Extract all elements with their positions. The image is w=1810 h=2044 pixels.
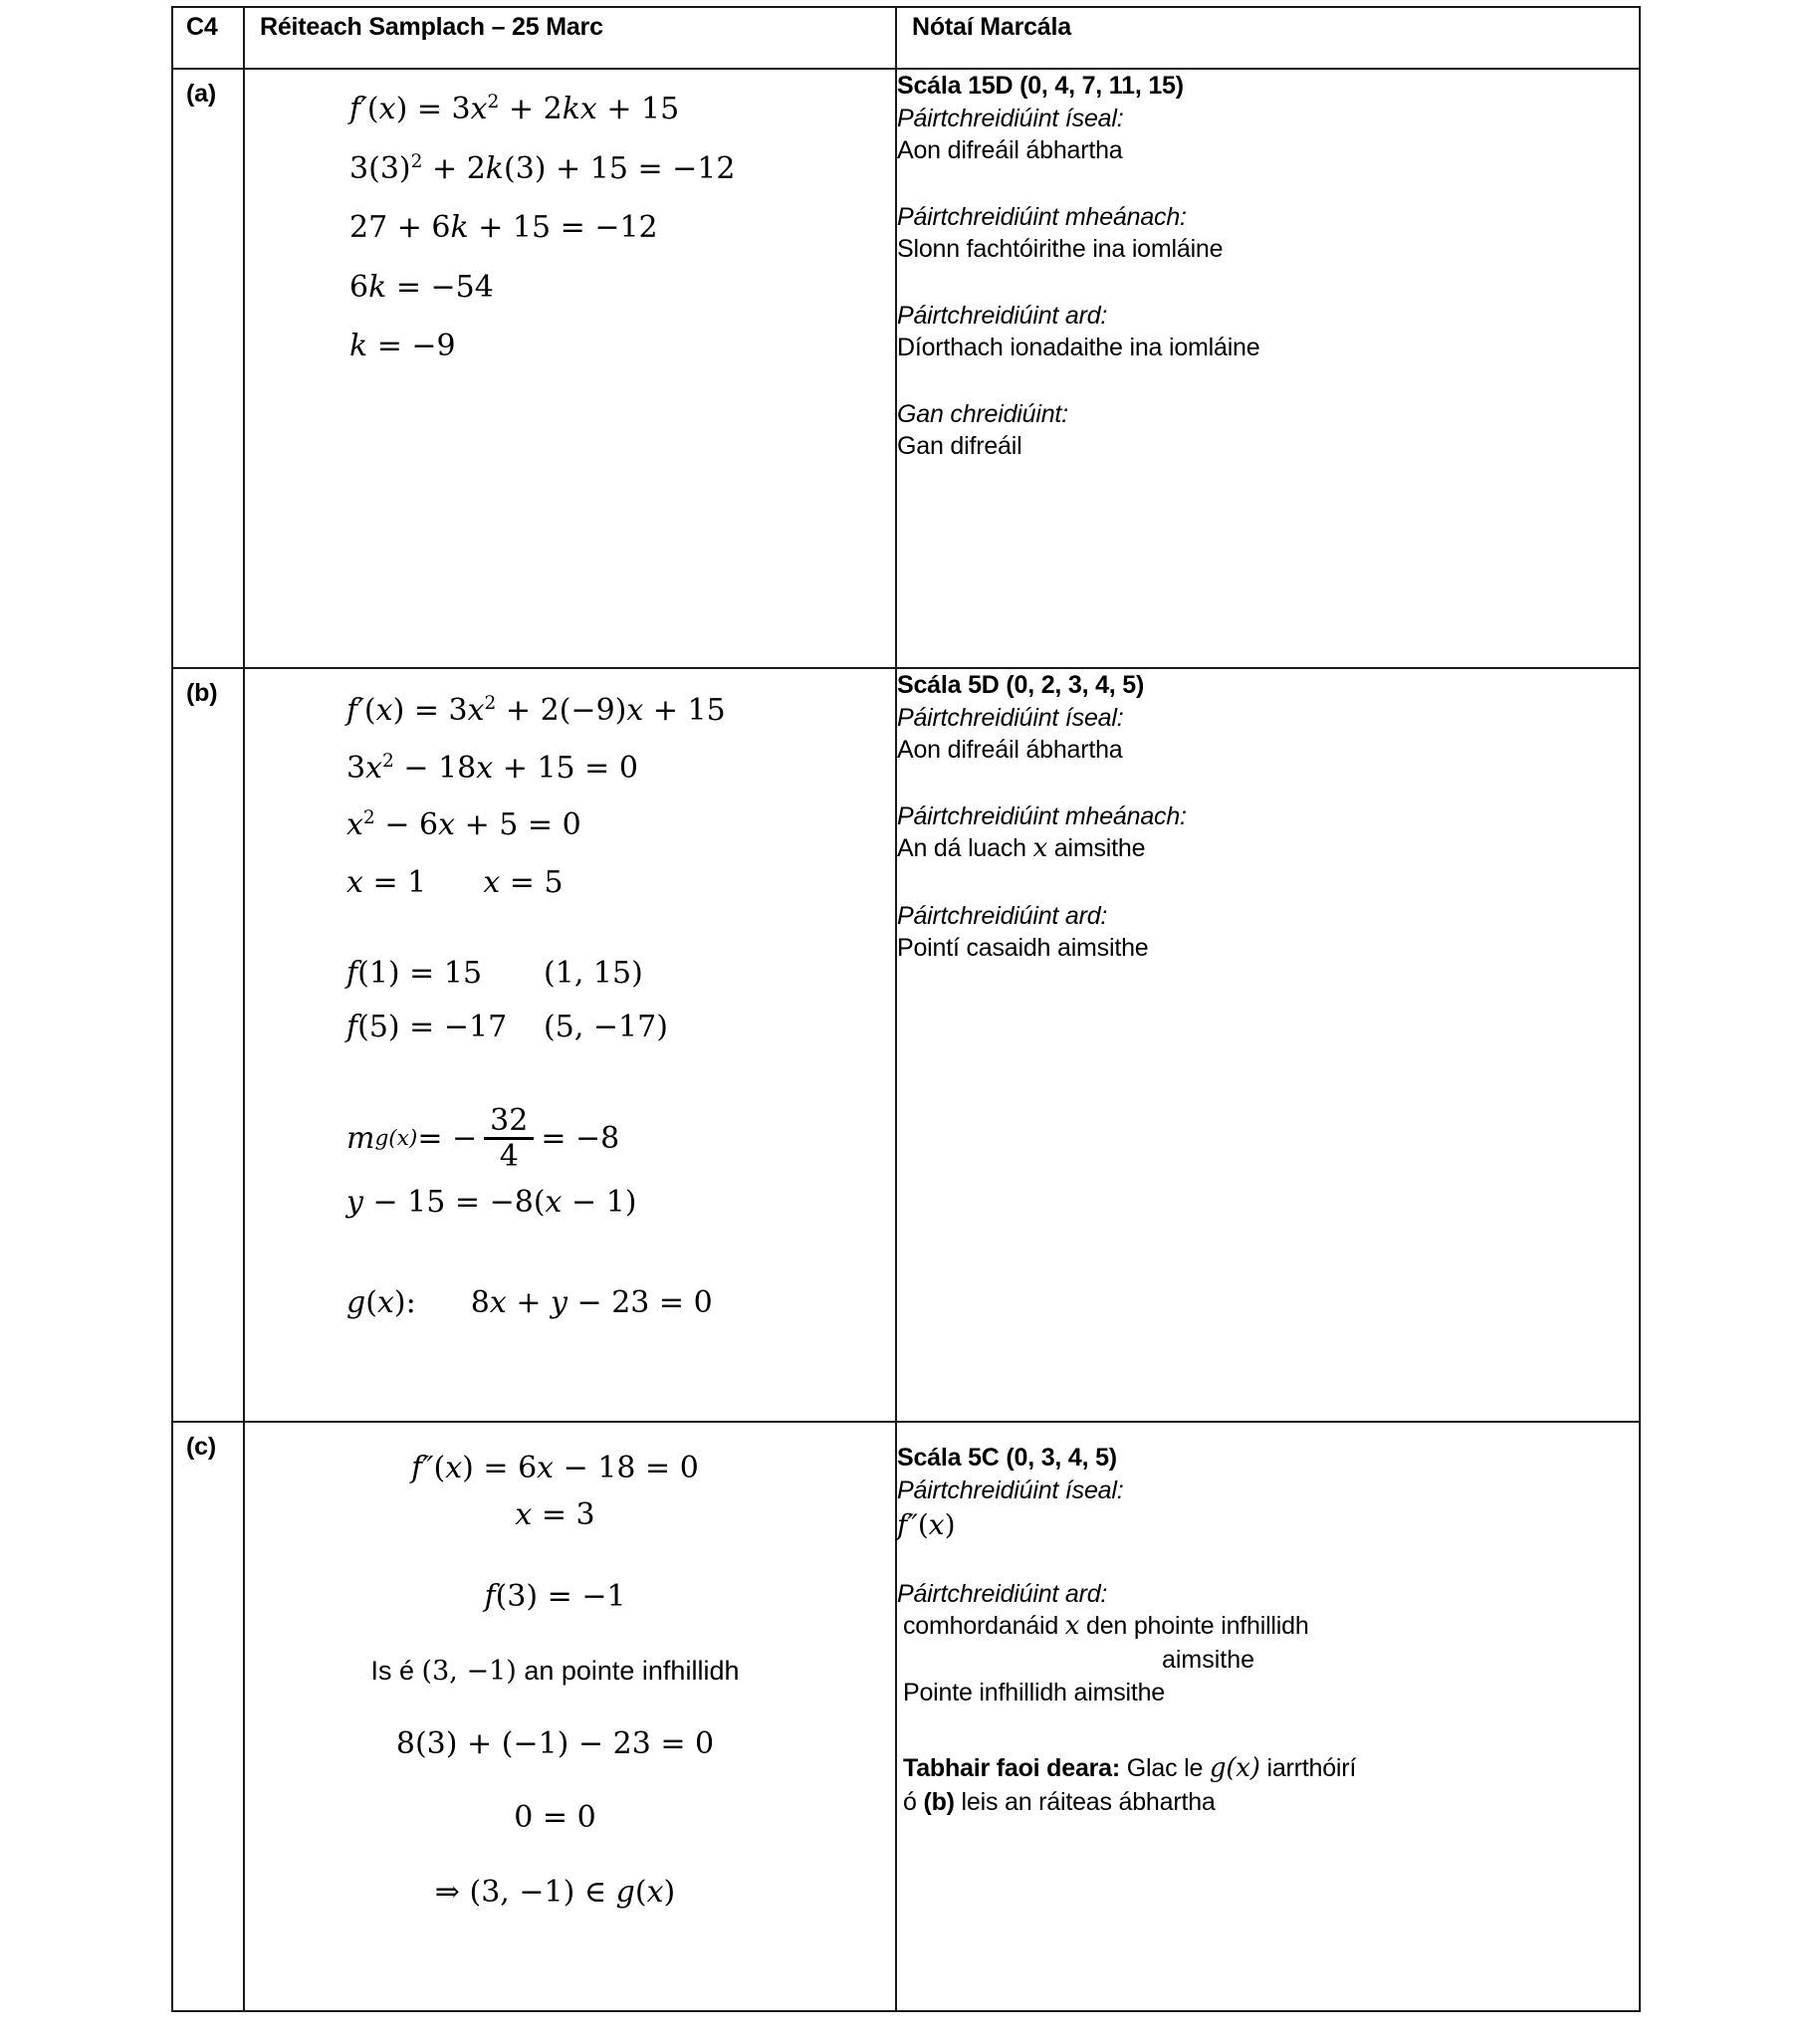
- spacer: [897, 866, 1639, 900]
- solution-column-title: Réiteach Samplach – 25 Marc: [260, 13, 603, 41]
- criterion-body: Pointí casaidh aimsithe: [897, 934, 1149, 963]
- criterion-heading: Páirtchreidiúint íseal:: [897, 1476, 1124, 1504]
- criterion-heading: Páirtchreidiúint mheánach:: [897, 202, 1187, 231]
- equation-line: [346, 950, 895, 999]
- criterion-body: Aon difreáil ábhartha: [897, 136, 1123, 164]
- special-note-label: Tabhair faoi deara:: [903, 1754, 1121, 1783]
- equation-line: $f'(x) = 3x^2 + 2kx + 15$: [349, 92, 680, 126]
- math-variable: x: [1064, 1611, 1080, 1642]
- notes-cell-a: [896, 69, 1640, 668]
- criterion-heading: Páirtchreidiúint mheánach:: [897, 801, 1187, 830]
- scale-heading: Scála 15D (0, 4, 7, 11, 15): [897, 72, 1184, 100]
- header-cell-solution: [244, 7, 896, 69]
- spacer: [897, 364, 1639, 398]
- equation-line: y − 15 = −8(x − 1): [346, 1184, 637, 1220]
- header-cell-question-code: [172, 7, 244, 69]
- spacer: [245, 1622, 865, 1656]
- spacer: [897, 266, 1639, 300]
- question-code-label: C4: [186, 13, 218, 41]
- equation-rhs: (1, 15): [544, 956, 643, 992]
- equation-line: 8(3) + (−1) − 23 = 0: [395, 1725, 715, 1761]
- spacer: [897, 167, 1639, 201]
- criterion-heading: Páirtchreidiúint íseal:: [897, 703, 1124, 732]
- equation-lhs: f(5) = −17: [346, 1009, 508, 1044]
- criterion-heading: Páirtchreidiúint ard:: [897, 901, 1108, 930]
- spacer: [897, 1708, 1639, 1752]
- spacer: [245, 1539, 865, 1573]
- criterion-body: Díorthach ionadaithe ina iomláine: [897, 334, 1260, 361]
- equation-line: x = 3: [515, 1496, 595, 1532]
- criterion-body: Aon difreáil ábhartha: [897, 736, 1123, 764]
- spacer: [245, 1768, 865, 1794]
- part-label-b: (b): [186, 679, 218, 707]
- criterion-body-pre: An dá luach: [897, 834, 1033, 862]
- criterion-heading: Páirtchreidiúint ard:: [897, 301, 1108, 330]
- criterion-body: [897, 832, 1639, 866]
- notes-cell-c: [896, 1422, 1640, 2011]
- equation-rhs: (5, −17): [544, 1009, 668, 1044]
- conclusion-pre: Is é: [370, 1655, 422, 1686]
- table-row-part-c: [172, 1422, 1640, 2011]
- part-label-cell-c: [172, 1422, 244, 2011]
- equation-line: ⇒ (3, −1) ∈ g(x): [434, 1874, 676, 1910]
- criterion-body-post: den phointe infhillidh: [1079, 1612, 1309, 1641]
- scale-heading: Scála 5D (0, 2, 3, 4, 5): [897, 671, 1145, 699]
- scale-heading: Scála 5C (0, 3, 4, 5): [897, 1444, 1117, 1472]
- header-cell-notes: [896, 7, 1640, 69]
- notes-column-title: Nótaí Marcála: [912, 13, 1071, 41]
- equation-line: 6k = −54: [349, 269, 494, 305]
- special-note-part-ref: (b): [923, 1787, 955, 1816]
- special-note-line2-post: leis an ráiteas ábhartha: [954, 1787, 1216, 1816]
- spacer: [897, 1423, 1639, 1442]
- spacer: [346, 916, 895, 950]
- equation-line: $3x^2 - 18x + 15 = 0$: [346, 750, 638, 786]
- criterion-body-pre: comhordanáid: [903, 1612, 1065, 1641]
- spacer: [346, 1061, 895, 1105]
- special-note-line2-pre: ó: [903, 1787, 924, 1816]
- working-cell-c: [244, 1422, 896, 2011]
- special-note: [897, 1752, 1639, 1786]
- equation-line: f(3) = −1: [484, 1579, 626, 1615]
- fraction-denominator: 4: [499, 1139, 519, 1175]
- spacer: [245, 1687, 865, 1720]
- fraction-numerator: 32: [490, 1102, 529, 1138]
- criterion-body-continuation: aimsithe: [1161, 1646, 1255, 1675]
- equation-block-b: [245, 669, 895, 1328]
- notes-cell-b: [896, 668, 1640, 1422]
- equation-line: 0 = 0: [514, 1800, 596, 1836]
- spacer: [346, 1236, 895, 1279]
- equation-line: $3(3)^2 + 2k(3) + 15 = -12$: [349, 150, 736, 186]
- criterion-heading: Gan chreidiúint:: [897, 399, 1068, 428]
- fraction: [484, 1102, 534, 1175]
- special-note-pre: Glac le: [1120, 1754, 1210, 1783]
- working-cell-a: [244, 69, 896, 668]
- equation-line: f″(x) = 6x − 18 = 0: [411, 1451, 699, 1485]
- table-header-row: [172, 7, 1640, 69]
- criterion-body: Pointe infhillidh aimsithe: [903, 1678, 1166, 1706]
- criterion-heading: Páirtchreidiúint íseal:: [897, 104, 1124, 132]
- equation-line: g(x): 8x + y − 23 = 0: [346, 1285, 713, 1321]
- inflection-point-coords: (3, −1): [421, 1655, 517, 1687]
- equation-line-slope: m g(x) = − $\frac{32}{4}$ = −8: [346, 1102, 620, 1175]
- part-label-cell-b: [172, 668, 244, 1422]
- criterion-body: Gan difreáil: [897, 432, 1022, 460]
- conclusion-post: an pointe infhillidh: [516, 1655, 740, 1686]
- part-label-c: (c): [186, 1433, 216, 1461]
- part-label-cell-a: [172, 69, 244, 668]
- special-note-post: iarrthóirí: [1259, 1754, 1357, 1783]
- equation-line: 27 + 6k + 15 = −12: [349, 210, 658, 246]
- equation-line: x = 1 x = 5: [346, 864, 564, 900]
- working-cell-b: [244, 668, 896, 1422]
- equation-line: k = −9: [349, 329, 456, 364]
- spacer: [897, 1544, 1639, 1578]
- criterion-body: Slonn fachtóirithe ina iomláine: [897, 235, 1224, 263]
- equation-line: [346, 1004, 895, 1052]
- equation-line: $x^2 - 6x + 5 = 0$: [346, 807, 581, 843]
- equation-lhs: f(1) = 15: [346, 956, 483, 992]
- table-row-part-b: [172, 668, 1640, 1422]
- second-derivative-notation: f″(x): [897, 1508, 956, 1541]
- criterion-body-post: aimsithe: [1047, 834, 1146, 862]
- equation-line: $f'(x) = 3x^2 + 2(-9)x + 15$: [346, 693, 726, 728]
- criterion-heading: Páirtchreidiúint ard:: [897, 1579, 1108, 1608]
- equation-block-a: [245, 70, 895, 371]
- marking-scheme-table: [171, 6, 1641, 2012]
- spacer: [245, 1843, 865, 1869]
- conclusion-line: [245, 1656, 865, 1687]
- special-note-line2: [897, 1786, 1639, 1819]
- part-label-a: (a): [186, 80, 216, 108]
- math-variable: x: [1032, 833, 1048, 863]
- table-row-part-a: [172, 69, 1640, 668]
- criterion-body: [897, 1610, 1639, 1644]
- math-function-g: g(x): [1209, 1753, 1260, 1784]
- spacer: [897, 767, 1639, 800]
- equation-block-c: [245, 1423, 895, 1918]
